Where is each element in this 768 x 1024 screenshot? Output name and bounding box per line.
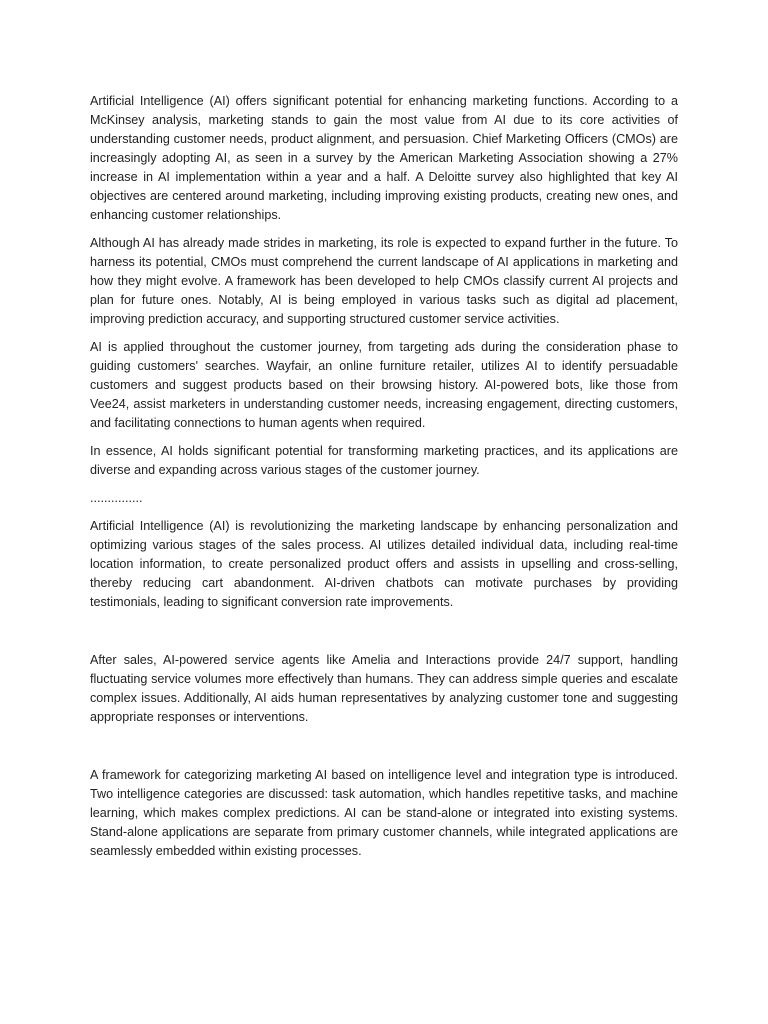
paragraph-ai-future-role: Although AI has already made strides in marketing, its role is expected to expand further in the future. To harness its potential, CMOs must comprehend the current landscape of AI applications in marketing and how they might evolve. A framework has been developed to help CMOs classify current AI projects and plan for future ones. Notably, AI is being employed in various tasks such as digital ad placement, improving prediction accuracy, and supporting structured customer service activities. [90, 236, 678, 326]
section-separator: ............... [90, 491, 143, 505]
paragraph-framework: A framework for categorizing marketing AI based on intelligence level and integration type is introduced. Two intelligence categories are discussed: task automation, which handles repetitive tasks, and machine learning, which makes complex predictions. AI can be stand-alone or integrated into existing systems. Stand-alone applications are separate from primary customer channels, while integrated applications are seamlessly embedded within existing processes. [90, 768, 678, 858]
paragraph-in-essence: In essence, AI holds significant potential for transforming marketing practices, and its applications are diverse and expanding across various stages of the customer journey. [90, 444, 678, 477]
paragraph-personalization: Artificial Intelligence (AI) is revolutionizing the marketing landscape by enhancing personalization and optimizing various stages of the sales process. AI utilizes detailed individual data, including real-time location information, to create personalized product offers and assists in upselling and cross-selling, thereby reducing cart abandonment. AI-driven chatbots can motivate purchases by providing testimonials, leading to significant conversion rate improvements. [90, 519, 678, 609]
document-body [90, 92, 678, 870]
paragraph-customer-journey: AI is applied throughout the customer journey, from targeting ads during the consideration phase to guiding customers' searches. Wayfair, an online furniture retailer, utilizes AI to identify persuadable customers and suggest products based on their browsing history. AI-powered bots, like those from Vee24, assist marketers in understanding customer needs, increasing engagement, directing customers, and facilitating connections to human agents when required. [90, 340, 678, 430]
paragraph-after-sales: After sales, AI-powered service agents like Amelia and Interactions provide 24/7 support, handling fluctuating service volumes more effectively than humans. They can address simple queries and escalate complex issues. Additionally, AI aids human representatives by analyzing customer tone and suggesting appropriate responses or interventions. [90, 653, 678, 724]
paragraph-ai-potential: Artificial Intelligence (AI) offers significant potential for enhancing marketing functions. According to a McKinsey analysis, marketing stands to gain the most value from AI due to its core activities of understanding customer needs, product alignment, and persuasion. Chief Marketing Officers (CMOs) are increasingly adopting AI, as seen in a survey by the American Marketing Association showing a 27% increase in AI implementation within a year and a half. A Deloitte survey also highlighted that key AI objectives are centered around marketing, including improving existing products, creating new ones, and enhancing customer relationships. [90, 94, 678, 222]
